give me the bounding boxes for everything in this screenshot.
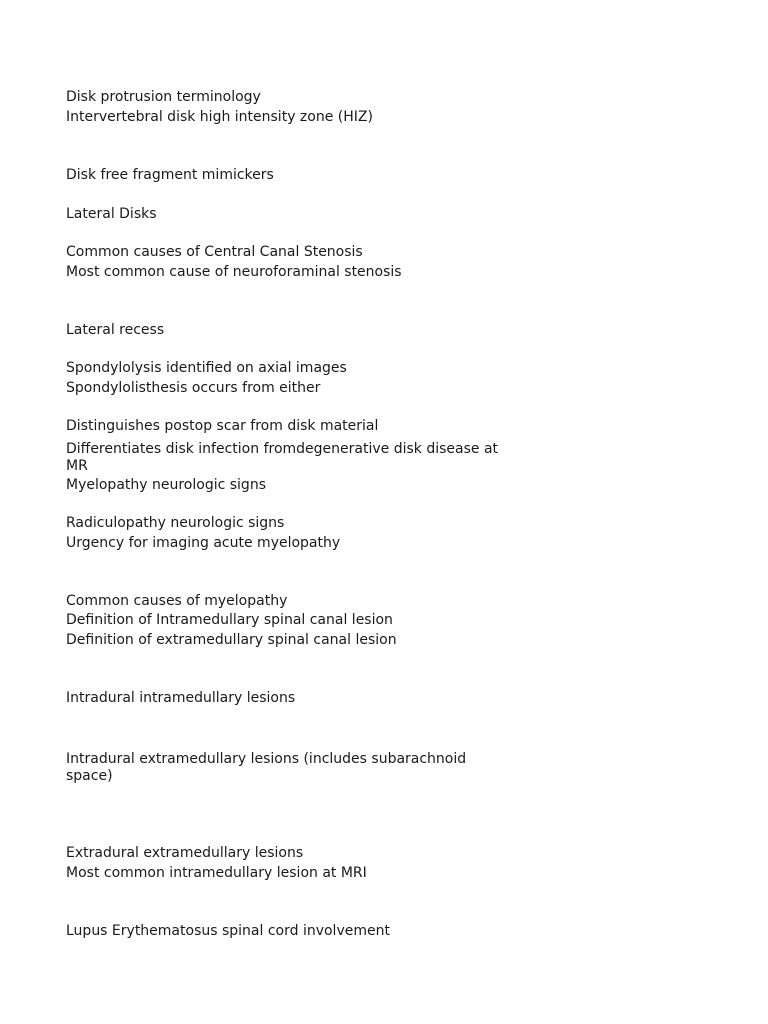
line-lateral-disks: Lateral Disks [66,206,157,222]
line-lateral-recess: Lateral recess [66,322,165,338]
line-spondylolisthesis: Spondylolisthesis occurs from either [66,380,321,396]
line-lupus-erythematosus: Lupus Erythematosus spinal cord involvement [66,923,390,939]
line-disk-protrusion-terminology: Disk protrusion terminology [66,89,261,105]
line-postop-scar: Distinguishes postop scar from disk material [66,418,379,434]
line-free-fragment-mimickers: Disk free fragment mimickers [66,167,274,183]
line-intradural-intramedullary: Intradural intramedullary lesions [66,690,296,706]
line-urgency-imaging: Urgency for imaging acute myelopathy [66,535,341,551]
line-disk-infection: Differentiates disk infection fromdegenerative disk disease at MR [66,441,499,474]
line-neuroforaminal-stenosis: Most common cause of neuroforaminal stenosis [66,264,402,280]
line-extradural-extramedullary: Extradural extramedullary lesions [66,845,304,861]
line-spondylolysis: Spondylolysis identified on axial images [66,360,347,376]
line-hiz: Intervertebral disk high intensity zone (HIZ) [66,109,373,125]
line-common-intramedullary-lesion: Most common intramedullary lesion at MRI [66,865,367,881]
line-causes-myelopathy: Common causes of myelopathy [66,593,288,609]
line-intradural-extramedullary: Intradural extramedullary lesions (includes subarachnoid space) [66,751,467,784]
line-def-extramedullary: Definition of extramedullary spinal canal lesion [66,632,397,648]
line-radiculopathy-signs: Radiculopathy neurologic signs [66,515,285,531]
line-central-canal-stenosis: Common causes of Central Canal Stenosis [66,244,363,260]
line-myelopathy-signs: Myelopathy neurologic signs [66,477,266,493]
line-def-intramedullary: Definition of Intramedullary spinal canal lesion [66,612,393,628]
